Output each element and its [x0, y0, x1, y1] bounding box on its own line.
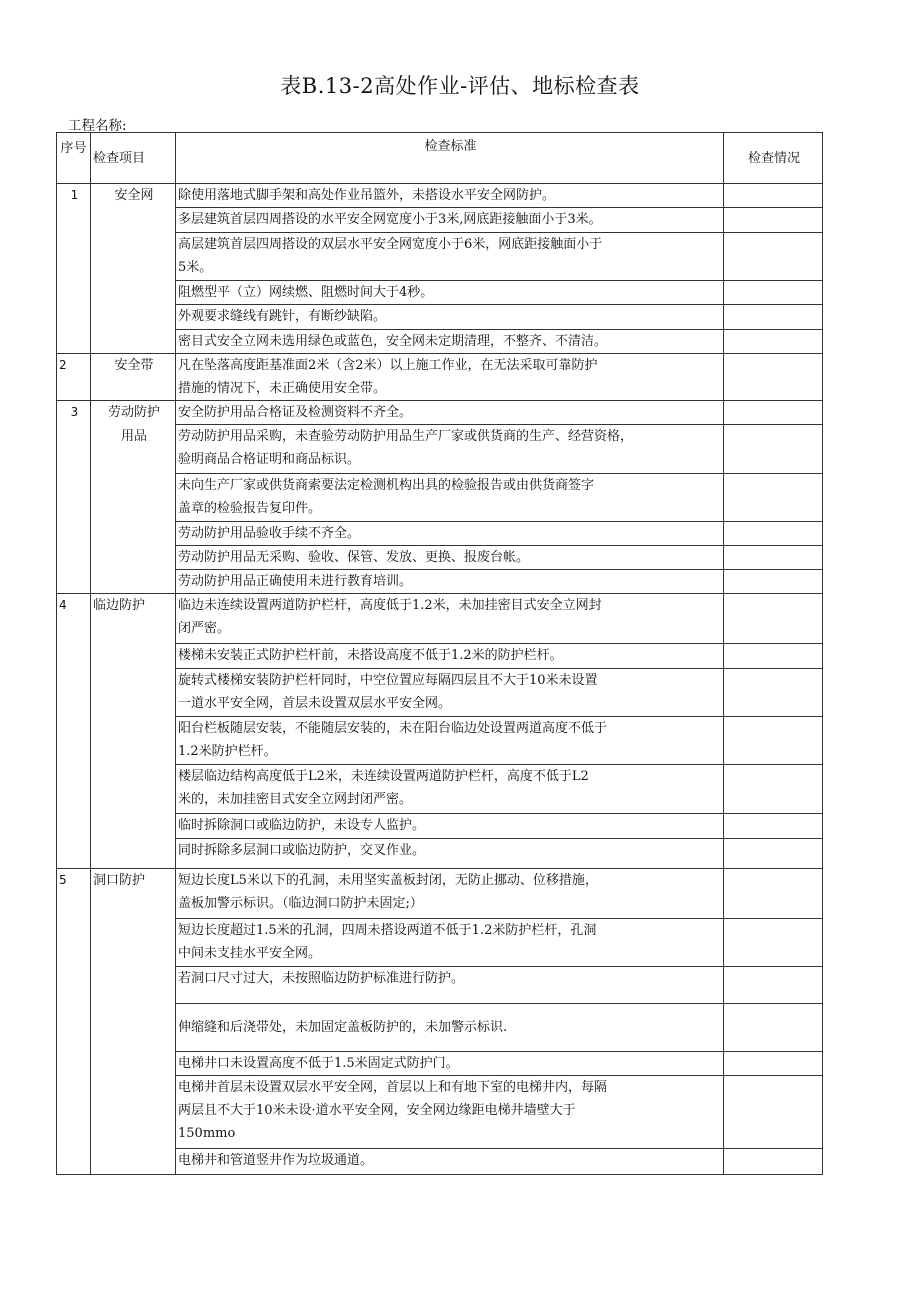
status-cell[interactable] [724, 814, 823, 839]
standard-line: 同时拆除多层洞口或临边防护，交叉作业。 [178, 843, 426, 858]
section-item: 安全带 [91, 354, 176, 401]
section-seq: 4 [57, 594, 91, 869]
status-cell[interactable] [724, 401, 823, 425]
standard-line: 电梯井口未设置高度不低于1.5米固定式防护门。 [178, 1056, 459, 1071]
status-cell[interactable] [724, 1052, 823, 1076]
table-row [57, 354, 823, 401]
standard-line: 临边未连续设置两道防护栏杆，高度低于1.2米，未加挂密目式安全立网封 [178, 598, 602, 613]
status-cell[interactable] [724, 330, 823, 354]
standard-cell [176, 522, 724, 546]
status-cell[interactable] [724, 281, 823, 305]
table-row [57, 401, 823, 425]
standard-cell [176, 765, 724, 814]
standard-cell [176, 644, 724, 669]
standard-line: 安全防护用品合格证及检测资料不齐全。 [178, 405, 413, 420]
standard-cell [176, 354, 724, 401]
standard-line: 5米。 [178, 260, 213, 275]
standard-line: 短边长度L5米以下的孔洞，未用坚实盖板封闭，无防止挪动、位移措施， [178, 873, 598, 888]
standard-cell [176, 869, 724, 919]
standard-line: 伸缩缝和后浇带处，未加固定盖板防护的，未加警示标识. [178, 1020, 508, 1035]
section-seq: 2 [57, 354, 91, 401]
section-seq: 1 [57, 184, 91, 354]
section-item-text: 劳动防护用品 [107, 405, 160, 444]
status-cell[interactable] [724, 919, 823, 967]
standard-line: 1.2米防护栏杆。 [178, 744, 277, 759]
standard-line: 阳台栏板随层安装，不能随层安装的，未在阳台临边处设置两道高度不低于 [178, 721, 608, 736]
standard-cell [176, 305, 724, 330]
inspection-table [56, 132, 823, 1175]
standard-cell [176, 1076, 724, 1149]
status-cell[interactable] [724, 669, 823, 717]
standard-cell [176, 839, 724, 869]
page-title: 表B.13-2高处作业-评估、地标检查表 [280, 74, 640, 98]
status-cell[interactable] [724, 522, 823, 546]
status-cell[interactable] [724, 717, 823, 765]
status-cell[interactable] [724, 425, 823, 474]
project-name-label: 工程名称: [68, 118, 127, 134]
table-row [57, 869, 823, 919]
standard-line: 盖板加警示标识。（临边洞口防护未固定;） [178, 896, 423, 911]
standard-line: 临时拆除洞口或临边防护，未设专人监护。 [178, 818, 426, 833]
status-cell[interactable] [724, 839, 823, 869]
standard-line: 盖章的检验报告复印件。 [178, 501, 322, 516]
status-cell[interactable] [724, 1149, 823, 1175]
status-cell[interactable] [724, 594, 823, 644]
status-cell[interactable] [724, 1076, 823, 1149]
status-cell[interactable] [724, 474, 823, 522]
standard-line: 凡在坠落高度距基准面2米（含2米）以上施工作业，在无法采取可靠防护 [178, 358, 598, 373]
table-row [57, 184, 823, 208]
header-item: 检查项目 [91, 133, 176, 184]
header-status: 检查情况 [724, 133, 823, 184]
standard-line: 高层建筑首层四周搭设的双层水平安全网宽度小于6米，网底距接触面小于 [178, 237, 603, 252]
table-row [57, 594, 823, 644]
standard-cell [176, 1149, 724, 1175]
section-seq: 3 [57, 401, 91, 594]
standard-line: 闭严密。 [178, 621, 231, 636]
section-item: 临边防护 [91, 594, 176, 869]
standard-line: 两层且不大于10米未设·道水平安全网，安全网边缘距电梯井墙壁大于 [178, 1103, 576, 1118]
section-item: 安全网 [91, 184, 176, 354]
standard-line: 楼层临边结构高度低于L2米，未连续设置两道防护栏杆，高度不低于L2 [178, 769, 589, 784]
status-cell[interactable] [724, 305, 823, 330]
standard-cell [176, 474, 724, 522]
standard-cell [176, 425, 724, 474]
standard-line: 密目式安全立网未选用绿色或蓝色，安全网未定期清理，不整齐、不清洁。 [178, 334, 608, 349]
section-item [91, 401, 176, 594]
section-seq: 5 [57, 869, 91, 1175]
standard-cell [176, 208, 724, 233]
standard-line: 一道水平安全网，首层未设置双层水平安全网。 [178, 696, 452, 711]
status-cell[interactable] [724, 354, 823, 401]
standard-cell [176, 281, 724, 305]
header-seq: 序号 [57, 133, 91, 184]
standard-cell [176, 814, 724, 839]
standard-cell [176, 401, 724, 425]
inspection-table-body [57, 133, 823, 1175]
standard-cell [176, 717, 724, 765]
standard-line: 未向生产厂家或供货商索要法定检测机构出具的检验报告或由供货商签字 [178, 478, 595, 493]
standard-cell [176, 570, 724, 594]
table-header-row [57, 133, 823, 184]
header-standard: 检查标准 [176, 133, 724, 184]
standard-cell [176, 1052, 724, 1076]
standard-cell [176, 233, 724, 281]
status-cell[interactable] [724, 869, 823, 919]
standard-line: 验明商品合格证明和商品标识。 [178, 452, 361, 467]
status-cell[interactable] [724, 184, 823, 208]
standard-cell [176, 546, 724, 570]
standard-line: 若洞口尺寸过大，未按照临边防护标准进行防护。 [178, 971, 465, 986]
standard-line: 措施的情况下，未正确使用安全带。 [178, 381, 387, 396]
status-cell[interactable] [724, 570, 823, 594]
standard-line: 劳动防护用品采购，未查验劳动防护用品生产厂家或供货商的生产、经营资格， [178, 429, 634, 444]
standard-line: 旋转式楼梯安装防护栏杆同时，中空位置应每隔四层且不大于10米未设置 [178, 673, 598, 688]
section-item: 洞口防护 [91, 869, 176, 1175]
standard-line: 电梯井首层未设置双层水平安全网，首层以上和有地下室的电梯井内，每隔 [178, 1080, 608, 1095]
standard-line: 电梯井和管道竖井作为垃圾通道。 [178, 1153, 374, 1168]
status-cell[interactable] [724, 644, 823, 669]
standard-line: 除使用落地式脚手架和高处作业吊篮外，未搭设水平安全网防护。 [178, 188, 556, 203]
standard-cell [176, 1004, 724, 1052]
status-cell[interactable] [724, 967, 823, 1004]
standard-line: 中间未支挂水平安全网。 [178, 946, 322, 961]
status-cell[interactable] [724, 208, 823, 233]
standard-line: 楼梯未安装正式防护栏杆前，未搭设高度不低于1.2米的防护栏杆。 [178, 648, 563, 663]
status-cell[interactable] [724, 233, 823, 281]
standard-line: 劳动防护用品验收手续不齐全。 [178, 526, 361, 541]
status-cell[interactable] [724, 1004, 823, 1052]
standard-line: 米的，未加挂密目式安全立网封闭严密。 [178, 792, 413, 807]
standard-cell [176, 594, 724, 644]
standard-line: 劳动防护用品无采购、验收、保管、发放、更换、报废台帐。 [178, 550, 530, 565]
standard-line: 150mmo [178, 1126, 236, 1141]
standard-cell [176, 967, 724, 1004]
standard-line: 多层建筑首层四周搭设的水平安全网宽度小于3米,网底距接触面小于3米。 [178, 212, 602, 227]
standard-line: 短边长度超过1.5米的孔洞，四周未搭设两道不低于1.2米防护栏杆，孔洞 [178, 923, 597, 938]
standard-cell [176, 184, 724, 208]
standard-cell [176, 669, 724, 717]
standard-line: 阻燃型平（立）网续燃、阻燃时间大于4秒。 [178, 285, 434, 300]
status-cell[interactable] [724, 546, 823, 570]
standard-cell [176, 330, 724, 354]
status-cell[interactable] [724, 765, 823, 814]
standard-cell [176, 919, 724, 967]
standard-line: 外观要求缝线有跳针，有断纱缺陷。 [178, 309, 387, 324]
standard-line: 劳动防护用品正确使用未进行教育培训。 [178, 574, 413, 589]
